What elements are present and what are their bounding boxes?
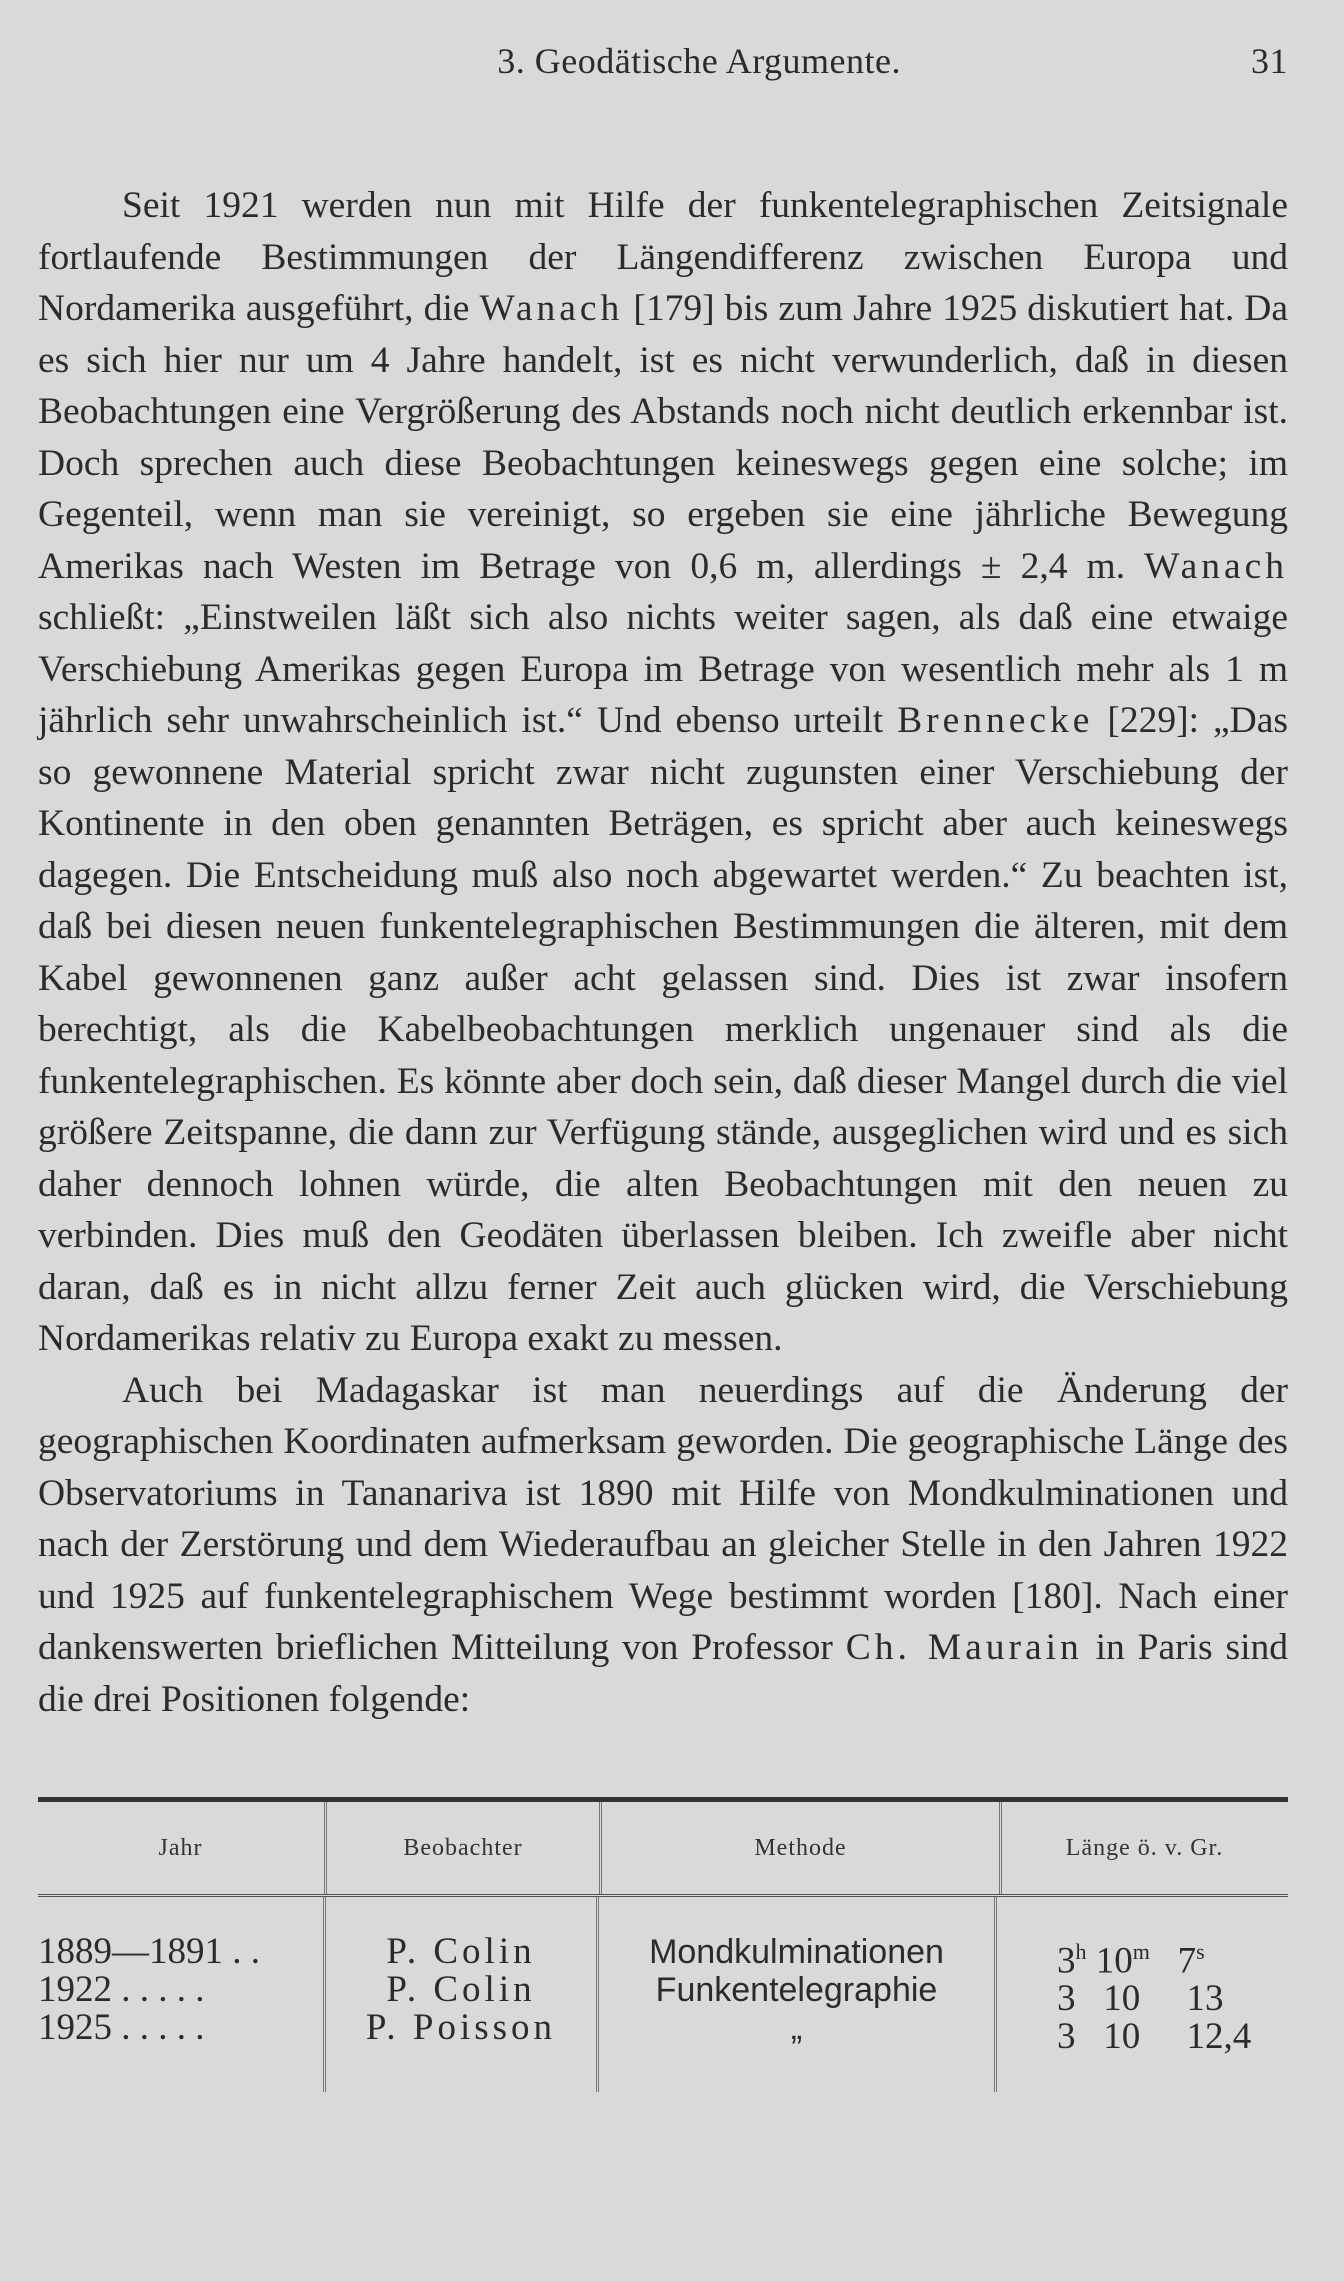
text-run: in Paris sind die drei Positionen folgende: [38,1627,1288,1720]
cell-observer: P. Poisson [365,2007,557,2048]
text-run: Auch bei Madagaskar ist man neuerdings auf die Änderung der geographischen Koordinaten aufmerksam geworden. Die geographische Länge des Observatoriums in Tananariva ist 1890 mit Hilfe von Mondkulminationen und nach der Zerstörung und dem Wiederaufbau an gleicher Stelle in den Jahren 1922 und 1925 auf funkentelegraphischem Wege bestimmt worden [180]. Nach einer dankenswerten brieflichen Mitteilung von Professor [38,1369,1288,1668]
header-methode: Methode [601,1802,1001,1894]
author-name: Brennecke [897,700,1094,741]
positions-table [38,1797,1288,2092]
text-run: schließt: „Einstweilen läßt sich also nichts weiter sagen, als daß eine etwaige Verschiebung Amerikas gegen Europa im Betrage von wesentlich mehr als 1 m jährlich sehr unwahrscheinlich ist.“ Und ebenso urteilt [38,597,1288,741]
cell-method: Funkentelegraphie [655,1971,938,2009]
header-jahr: Jahr [38,1802,326,1894]
unit-seconds: s [1196,1939,1205,1964]
hours: 3 [1057,1940,1076,1982]
table-body-row [38,1897,1288,2092]
unit-hours: h [1075,1939,1087,1964]
year-column [38,1897,325,2092]
paragraph [38,180,1288,1365]
seconds: 12,4 [1186,2016,1252,2058]
page-header [38,40,1288,100]
page-number: 31 [1251,41,1288,81]
text-run: [179] bis zum Jahre 1925 diskutiert hat. Da es sich hier nur um 4 Jahre handelt, ist es nicht verwunderlich, daß in diesen Beobachtungen eine Vergrößerung des Abstands noch nicht deutlich erkennbar ist. Doch sprechen auch diese Beobachtungen keineswegs gegen eine solche; im Gegenteil, wenn man sie vereinigt, so ergeben sie eine jährliche Bewegung Amerikas nach Westen im Betrage von 0,6 m, allerdings ± 2,4 m. [38,288,1288,587]
header-laenge: Länge ö. v. Gr. [1065,1834,1224,1861]
cell-longitude [1057,1980,1288,2018]
longitude-column [996,1897,1289,2092]
cell-year: 1925 . . . . . [38,2007,205,2048]
method-column [598,1897,996,2092]
table [38,1802,1288,1894]
cell-longitude [1057,1933,1288,1980]
paragraph [38,1365,1288,1726]
section-title: 3. Geodätische Argumente. [497,41,901,81]
minutes: 10 [1103,1978,1141,2020]
seconds: 7 [1177,1940,1197,1982]
cell-longitude [1057,2018,1288,2056]
author-name: Wanach [479,288,624,329]
cell-method: „ [790,2009,803,2047]
seconds: 13 [1186,1978,1224,2020]
author-name: Wanach [1144,545,1288,587]
body-text [38,180,1288,1725]
header-beobachter: Beobachter [326,1802,601,1894]
cell-year: 1922 . . . . . [38,1969,205,2010]
cell-method: Mondkulminationen [649,1933,944,1971]
hours: 3 [1057,2016,1076,2058]
observer-column [325,1897,598,2092]
minutes: 10 [1103,2016,1141,2058]
text-run: [229]: „Das so gewonnene Material spricht zwar nicht zugunsten einer Verschiebung der Kontinente in den oben genannten Beträgen, es spricht aber auch keineswegs dagegen. Die Entscheidung muß also noch abgewartet werden.“ Zu beachten ist, daß bei diesen neuen funkentelegraphischen Bestimmungen die älteren, mit dem Kabel gewonnenen ganz außer acht gelassen sind. Dies ist zwar insofern berechtigt, als die Kabelbeobachtungen merklich ungenauer sind als die funkentelegraphischen. Es könnte aber doch sein, daß dieser Mangel durch die viel größere Zeitspanne, die dann zur Verfügung stände, ausgeglichen wird und es sich daher dennoch lohnen würde, die alten Beobachtungen mit den neuen zu verbinden. Dies muß den Geodäten überlassen bleiben. Ich zweifle aber nicht daran, daß es in nicht allzu ferner Zeit auch glücken wird, die Verschiebung Nordamerikas relativ zu Europa exakt zu messen. [38,700,1288,1359]
author-name: Ch. Maurain [845,1627,1083,1668]
minutes: 10 [1095,1940,1133,1982]
unit-minutes: m [1132,1939,1150,1964]
cell-observer: P. Colin [386,1931,536,1972]
cell-observer: P. Colin [386,1969,536,2010]
table-body [38,1897,1288,2092]
cell-year: 1889—1891 . . [38,1931,260,1972]
table-header-row [38,1802,1288,1894]
hours: 3 [1057,1978,1076,2020]
text-run: Seit 1921 werden nun mit Hilfe der funkentelegraphischen Zeitsignale fortlaufende Bestimmungen der Längendifferenz zwischen Europa und Nordamerika ausgeführt, die [38,185,1288,329]
